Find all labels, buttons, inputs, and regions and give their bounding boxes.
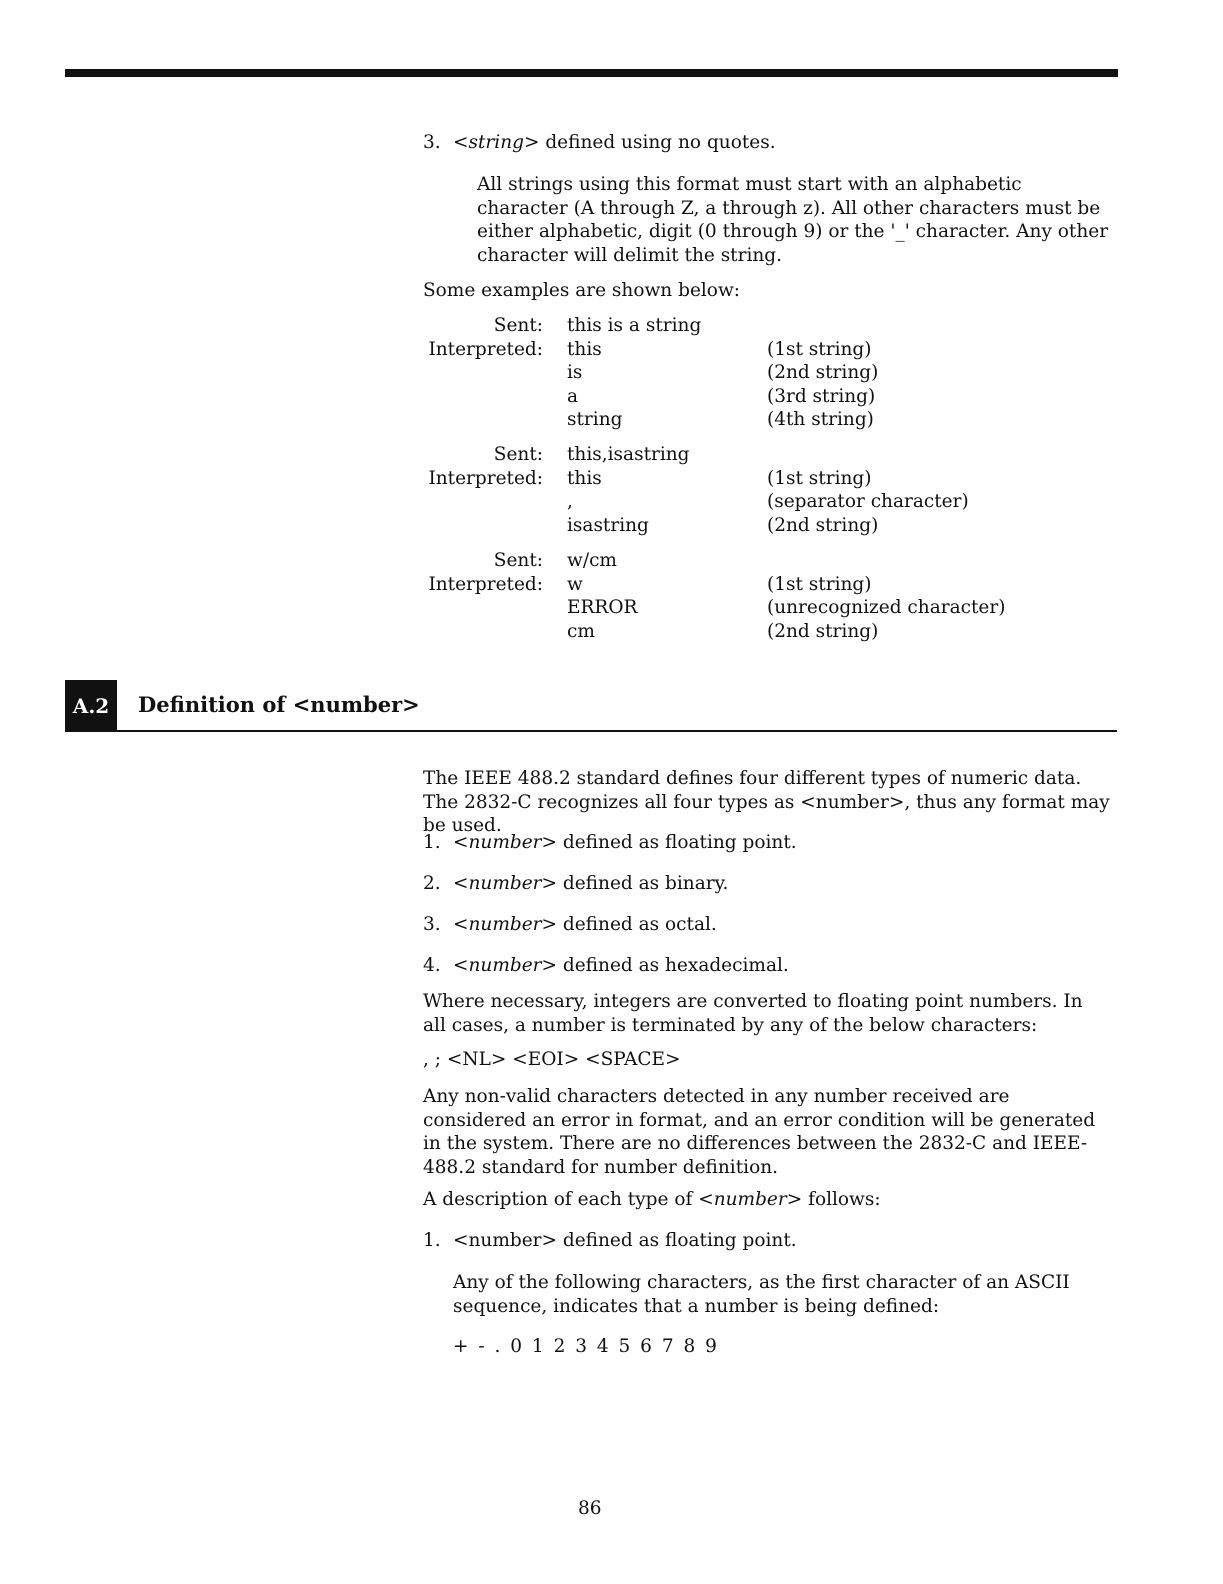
- token-note: (4th string): [767, 409, 874, 430]
- list-tag: <number>: [453, 873, 558, 894]
- desc-post: follows:: [802, 1189, 881, 1210]
- desc-pre: A description of each type of: [423, 1189, 699, 1210]
- token-note: (separator character): [767, 491, 969, 512]
- list-item: [453, 832, 797, 853]
- fp-characters: + - . 0 1 2 3 4 5 6 7 8 9: [453, 1336, 719, 1357]
- fp-item-text: <number> defined as floating point.: [453, 1230, 797, 1251]
- section-title: Definition of <number>: [138, 692, 420, 717]
- item3-text: defined using no quotes.: [539, 132, 776, 153]
- sent-label: Sent:: [493, 550, 543, 571]
- sent-label: Sent:: [493, 315, 543, 336]
- token-note: (2nd string): [767, 621, 879, 642]
- list-tag: <number>: [453, 832, 558, 853]
- interpreted-label: Interpreted:: [428, 339, 543, 360]
- fp-body: Any of the following characters, as the first character of an ASCII sequence, indicates that a number is being defined:: [453, 1272, 1070, 1317]
- list-tag: <number>: [453, 914, 558, 935]
- token: this: [567, 468, 602, 489]
- list-item: [453, 873, 728, 894]
- list-text: defined as hexadecimal.: [557, 955, 789, 976]
- token-note: (2nd string): [767, 362, 879, 383]
- list-number: 4.: [423, 955, 441, 976]
- token: is: [567, 362, 583, 383]
- token-note: (unrecognized character): [767, 597, 1006, 618]
- terminators: , ; <NL> <EOI> <SPACE>: [423, 1049, 681, 1070]
- interpreted-label: Interpreted:: [428, 468, 543, 489]
- sent-value: w/cm: [567, 550, 617, 571]
- token: this: [567, 339, 602, 360]
- token-note: (2nd string): [767, 515, 879, 536]
- interpreted-label: Interpreted:: [428, 574, 543, 595]
- list-item: [453, 955, 789, 976]
- item3-heading: [453, 132, 776, 153]
- list-tag: <number>: [453, 955, 558, 976]
- sent-value: this,isastring: [567, 444, 690, 465]
- fp-item-number: 1.: [423, 1230, 441, 1251]
- token: a: [567, 386, 579, 407]
- sent-value: this is a string: [567, 315, 702, 336]
- token-note: (3rd string): [767, 386, 876, 407]
- item3-number: 3.: [423, 132, 441, 153]
- item3-body: All strings using this format must start with an alphabetic character (A through Z, a through z). All other characters must be either alphabetic, digit (0 through 9) or the '_' character. Any other character will delimit the string.: [477, 174, 1109, 266]
- token: ,: [567, 491, 573, 512]
- token: ERROR: [567, 597, 638, 618]
- list-number: 1.: [423, 832, 441, 853]
- token: cm: [567, 621, 595, 642]
- token-note: (1st string): [767, 339, 872, 360]
- item3-tag: <string>: [453, 132, 540, 153]
- token: isastring: [567, 515, 649, 536]
- page-number: 86: [578, 1498, 602, 1519]
- section-rule: [117, 730, 1117, 732]
- intro-paragraph: The IEEE 488.2 standard defines four different types of numeric data. The 2832-C recognizes all four types as <number>, thus any format may be used.: [423, 768, 1110, 836]
- desc-tag: <number>: [698, 1189, 803, 1210]
- token: w: [567, 574, 583, 595]
- list-text: defined as octal.: [557, 914, 717, 935]
- nonvalid-paragraph: Any non-valid characters detected in any number received are considered an error in format, and an error condition will be generated in the system. There are no differences between the 2832-C and IEEE-488.2 standard for number definition.: [423, 1086, 1096, 1178]
- top-rule: [65, 69, 1118, 77]
- token-note: (1st string): [767, 468, 872, 489]
- examples-intro: Some examples are shown below:: [423, 280, 741, 301]
- list-text: defined as floating point.: [557, 832, 797, 853]
- list-item: [453, 914, 717, 935]
- token: string: [567, 409, 623, 430]
- list-text: defined as binary.: [557, 873, 729, 894]
- where-paragraph: Where necessary, integers are converted to floating point numbers. In all cases, a number is terminated by any of the below characters:: [423, 991, 1083, 1036]
- section-number-badge: A.2: [65, 680, 117, 732]
- sent-label: Sent:: [493, 444, 543, 465]
- description-intro: [423, 1189, 881, 1210]
- list-number: 2.: [423, 873, 441, 894]
- list-number: 3.: [423, 914, 441, 935]
- token-note: (1st string): [767, 574, 872, 595]
